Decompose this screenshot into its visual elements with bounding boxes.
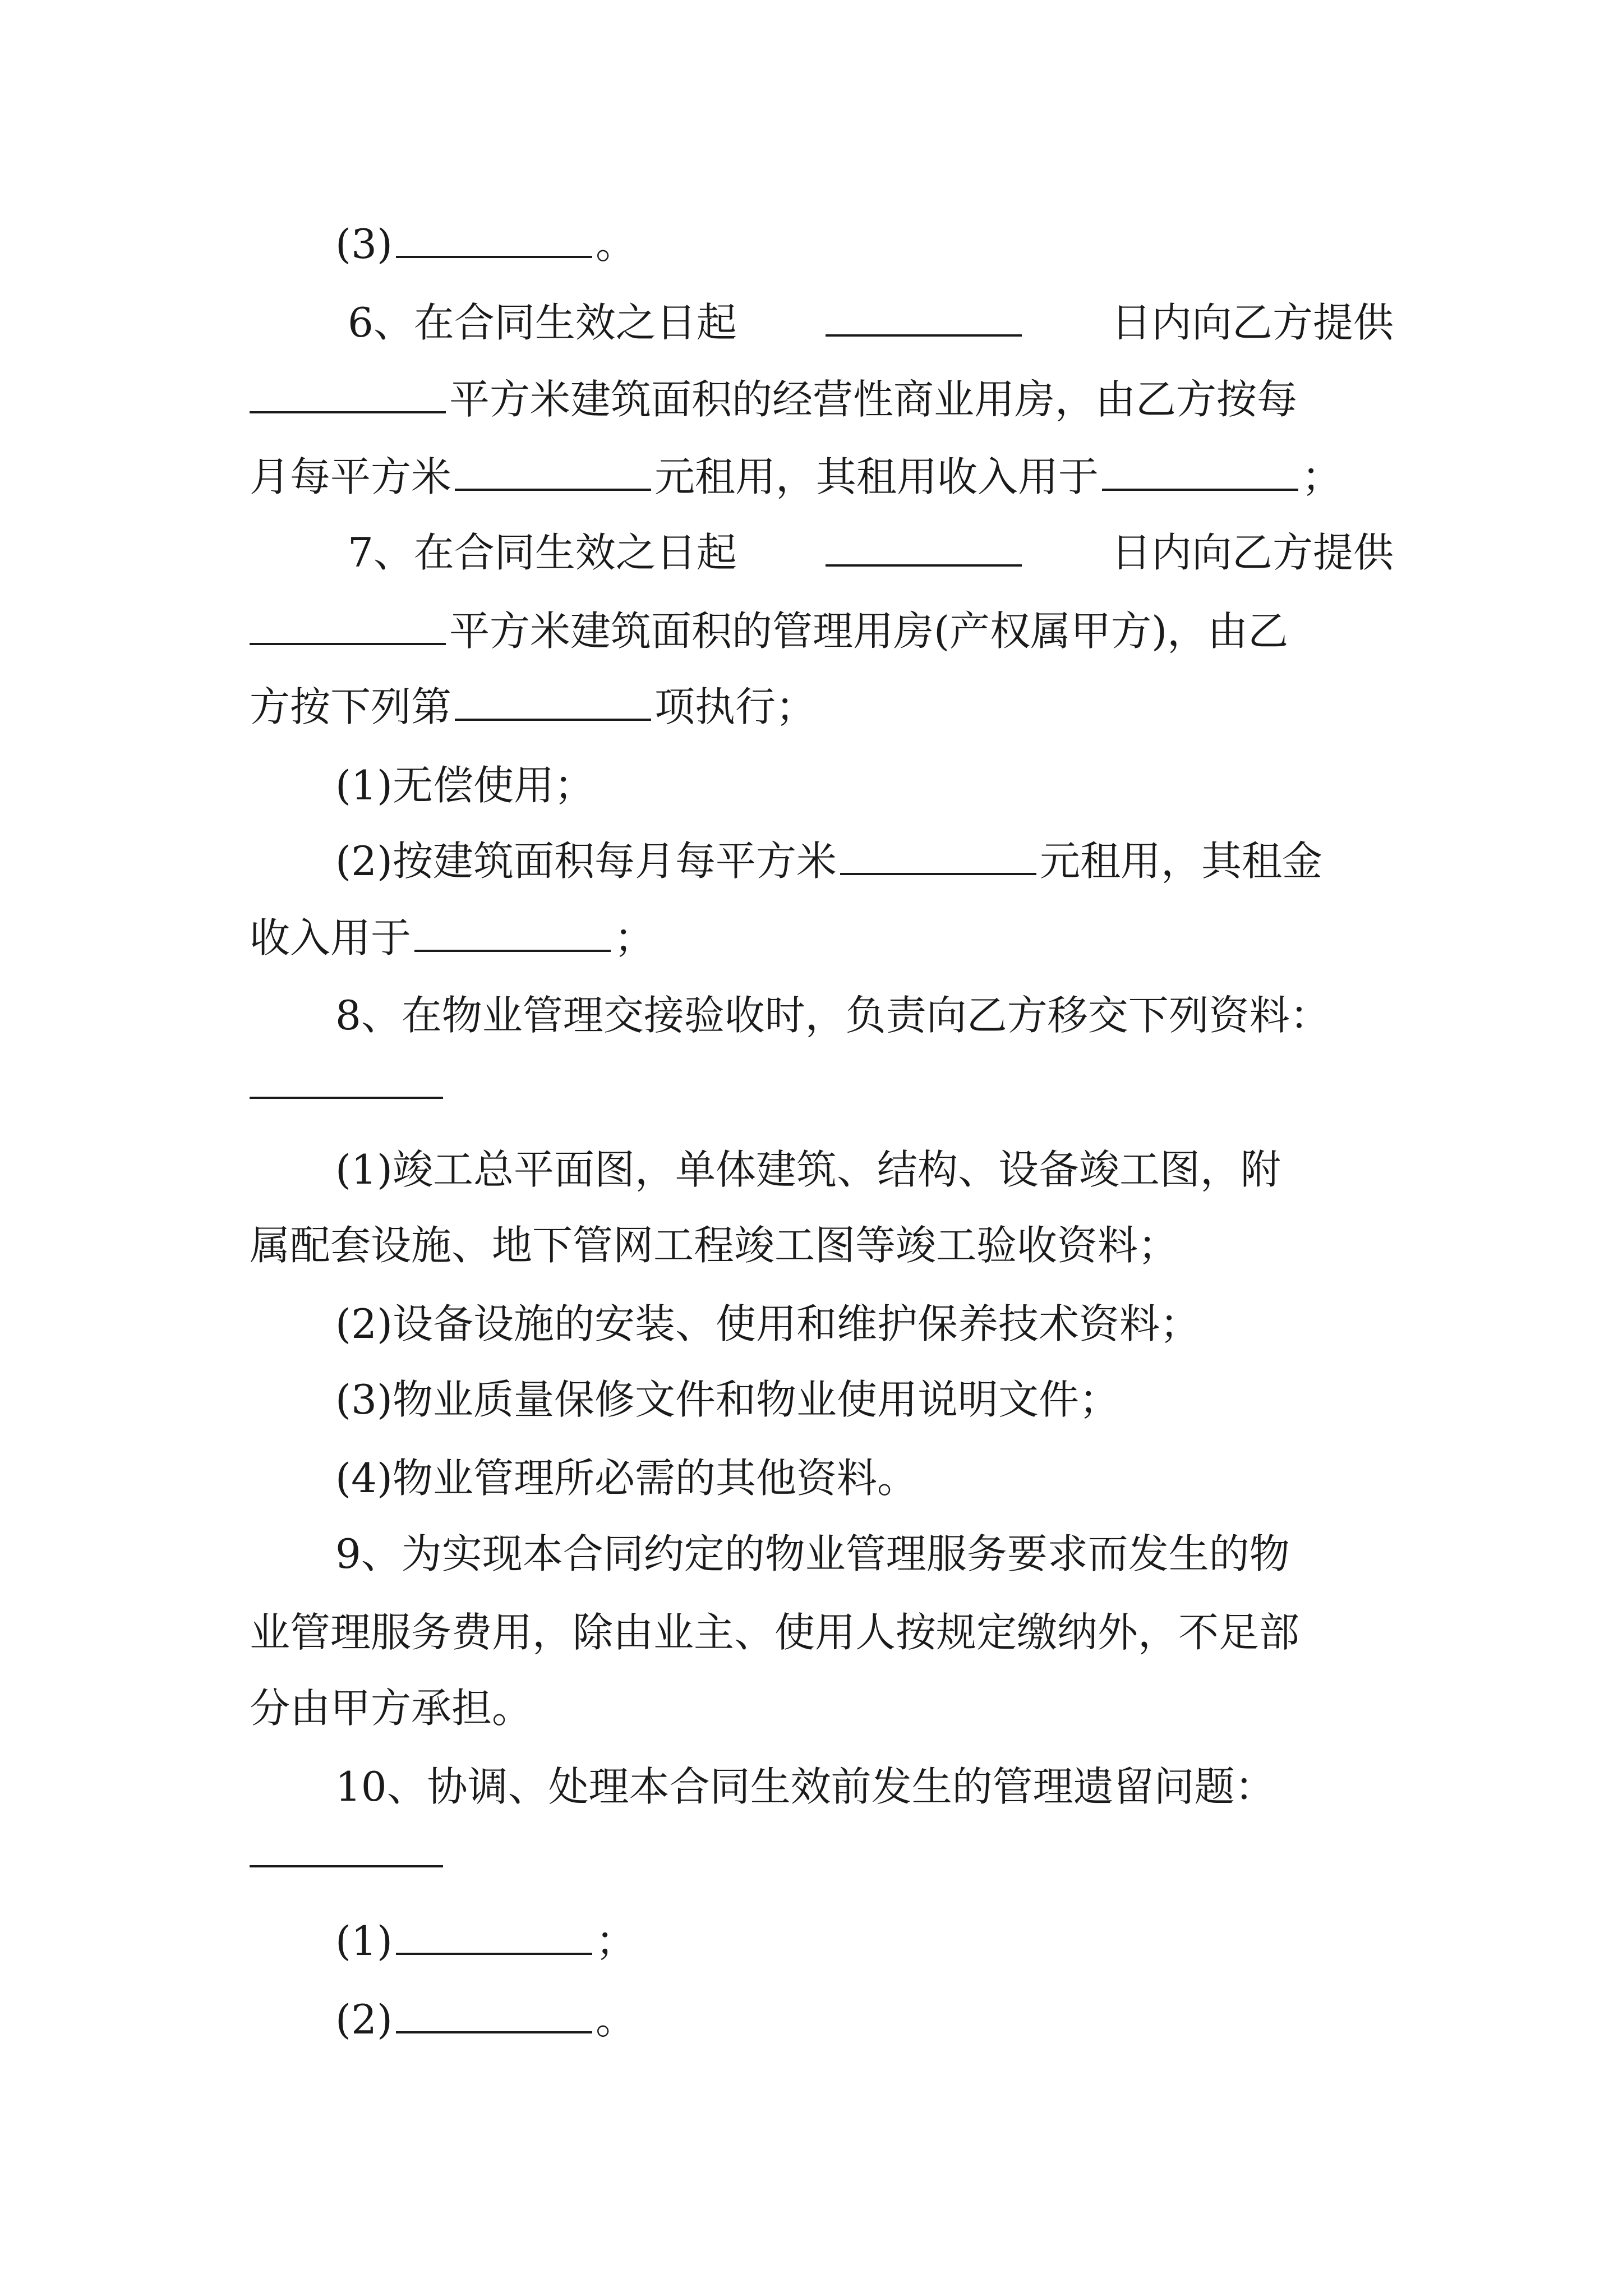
clause-6-line-1 [348, 295, 1394, 351]
clause-text: 日内向乙方提供 [1110, 529, 1394, 576]
clause-text: 9、为实现本合同约定的物业管理服务要求而发生的物 [335, 1530, 1290, 1577]
list-item-text: (3)物业质量保修文件和物业使用说明文件； [335, 1376, 1119, 1423]
fill-blank[interactable] [396, 1998, 592, 2033]
clause-7-line-2 [250, 603, 1394, 659]
clause-8-line [335, 987, 1479, 1043]
clause-8-item-4 [335, 1450, 1479, 1506]
fill-blank[interactable] [250, 1865, 443, 1867]
punctuation: ； [596, 1917, 637, 1964]
fill-blank[interactable] [414, 916, 611, 952]
fill-blank[interactable] [1102, 455, 1298, 491]
clause-10-line [335, 1759, 1479, 1815]
item-label: (1) [335, 1917, 393, 1964]
clause-7-option-2-line-1 [335, 833, 1479, 889]
fill-blank[interactable] [250, 1097, 443, 1099]
clause-9-line-2 [250, 1604, 1394, 1660]
punctuation: ； [614, 914, 655, 961]
clause-text: 7、在合同生效之日起 [348, 529, 737, 576]
fill-blank[interactable] [250, 378, 446, 413]
clause-text: 分由甲方承担。 [250, 1685, 533, 1732]
clause-9-line-3 [250, 1680, 1394, 1736]
list-item-text: 属配套设施、地下管网工程竣工图等竣工验收资料； [250, 1222, 1179, 1269]
fill-blank[interactable] [396, 1919, 592, 1955]
clause-8-item-1-line-2 [250, 1217, 1394, 1273]
clause-text: 业管理服务费用，除由业主、使用人按规定缴纳外，不足部 [250, 1609, 1300, 1656]
fill-blank[interactable] [840, 839, 1036, 875]
clause-text: 8、在物业管理交接验收时，负责向乙方移交下列资料： [335, 992, 1330, 1039]
item-label: (2) [335, 1996, 393, 2043]
option-text: (1)无偿使用； [335, 762, 594, 809]
clause-text: 方按下列第 [250, 683, 452, 730]
clause-8-item-1-line-1 [335, 1142, 1479, 1198]
clause-8-item-3 [335, 1372, 1479, 1428]
fill-blank[interactable] [826, 531, 1022, 567]
fill-blank[interactable] [455, 455, 651, 491]
clause-text: 6、在合同生效之日起 [348, 299, 737, 346]
punctuation: 。 [596, 1996, 637, 2043]
list-item-text: (4)物业管理所必需的其他资料。 [335, 1455, 917, 1502]
item-3-line [335, 216, 1479, 272]
punctuation: 。 [596, 220, 637, 268]
fill-blank[interactable] [455, 685, 651, 721]
clause-7-option-2-line-2 [250, 910, 1394, 966]
clause-6-line-2 [250, 371, 1394, 427]
clause-7-line-3 [250, 679, 1394, 735]
clause-text: 平方米建筑面积的经营性商业用房，由乙方按每 [449, 376, 1298, 423]
fill-blank[interactable] [250, 609, 446, 645]
clause-7-option-1 [335, 757, 1479, 813]
fill-blank[interactable] [826, 301, 1022, 337]
clause-text: 10、协调、处理本合同生效前发生的管理遗留问题： [335, 1763, 1275, 1810]
list-item-text: (1)竣工总平面图，单体建筑、结构、设备竣工图，附 [335, 1146, 1281, 1193]
clause-10-item-1 [335, 1913, 1479, 1969]
fill-blank[interactable] [396, 222, 592, 258]
option-text: 元租用，其租金 [1040, 838, 1323, 885]
clause-text: 元租用，其租用收入用于 [654, 453, 1099, 500]
clause-text: 月每平方米 [250, 453, 452, 500]
punctuation: ； [1302, 453, 1343, 500]
clause-text: 日内向乙方提供 [1110, 299, 1394, 346]
option-text: 收入用于 [250, 914, 412, 961]
list-item-text: (2)设备设施的安装、使用和维护保养技术资料； [335, 1300, 1200, 1347]
clause-7-line-1 [348, 524, 1394, 581]
option-text: (2)按建筑面积每月每平方米 [335, 838, 837, 885]
clause-text: 平方米建筑面积的管理用房(产权属甲方)，由乙 [449, 608, 1289, 655]
clause-8-item-2 [335, 1296, 1479, 1352]
clause-10-item-2 [335, 1991, 1479, 2047]
item-label: (3) [335, 220, 393, 268]
clause-9-line-1 [335, 1526, 1479, 1582]
clause-6-line-3 [250, 449, 1394, 505]
clause-text: 项执行； [654, 683, 817, 730]
